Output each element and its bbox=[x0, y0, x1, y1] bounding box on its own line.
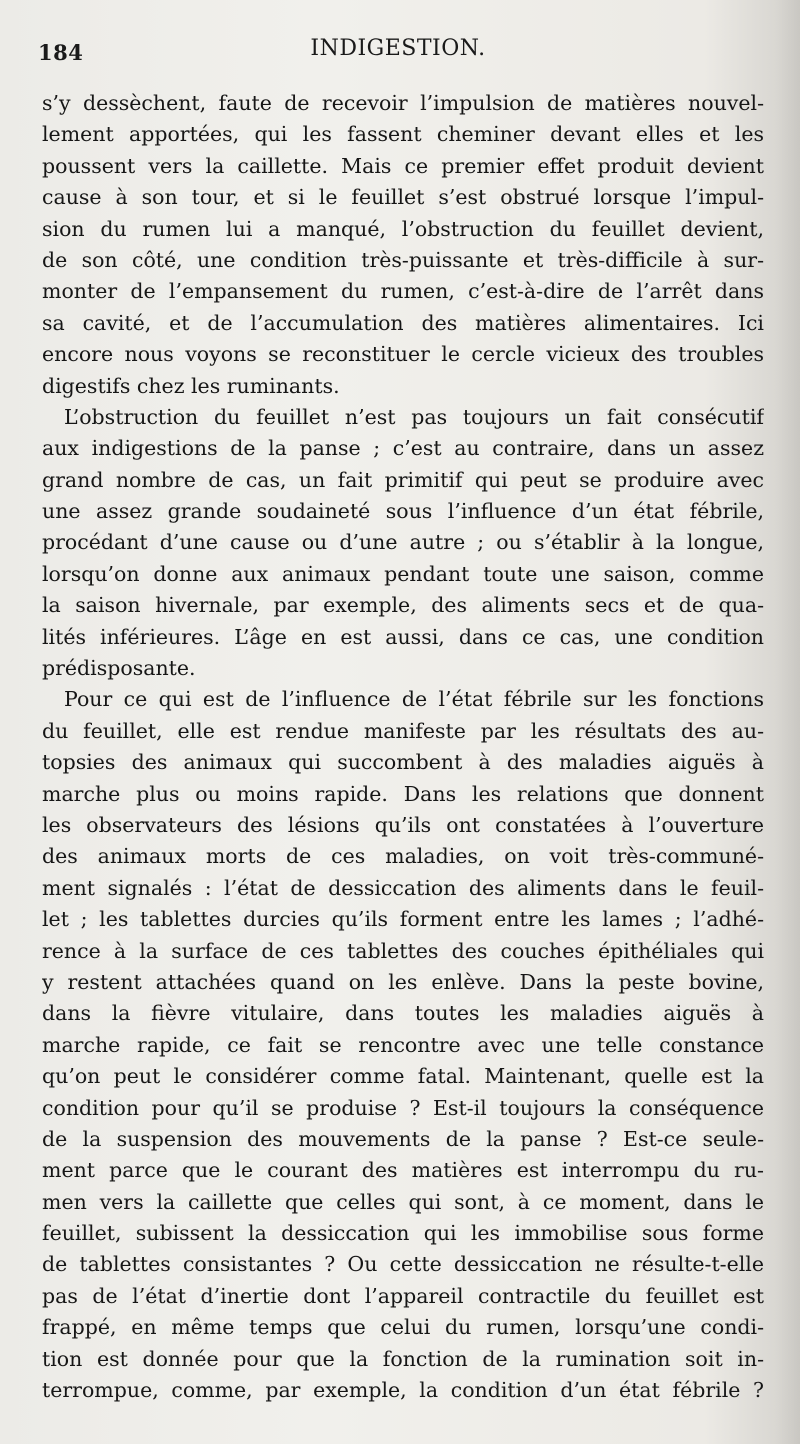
text-line: sa cavité, et de l’accumulation des matières alimentaires. Ici bbox=[42, 310, 764, 335]
text-line: de tablettes consistantes ? Ou cette dessiccation ne résulte-t-elle bbox=[42, 1252, 764, 1277]
text-line: lement apportées, qui les fassent cheminer devant elles et les bbox=[42, 122, 764, 147]
page-header bbox=[38, 34, 758, 66]
text-line: la saison hivernale, par exemple, des aliments secs et de qua- bbox=[42, 593, 764, 618]
page-number: 184 bbox=[38, 40, 84, 65]
text-line: y restent attachées quand on les enlève. Dans la peste bovine, bbox=[42, 969, 764, 994]
text-line: marche rapide, ce fait se rencontre avec une telle constance bbox=[42, 1032, 764, 1057]
body-text bbox=[42, 88, 764, 1406]
text-line: monter de l’empansement du rumen, c’est-à-dire de l’arrêt dans bbox=[42, 279, 764, 304]
text-line: les observateurs des lésions qu’ils ont constatées à l’ouverture bbox=[42, 812, 764, 837]
text-line: L’obstruction du feuillet n’est pas toujours un fait consécutif bbox=[64, 404, 764, 429]
text-line: une assez grande soudaineté sous l’influence d’un état fébrile, bbox=[42, 499, 764, 524]
text-line: men vers la caillette que celles qui sont, à ce moment, dans le bbox=[42, 1189, 764, 1214]
text-line: feuillet, subissent la dessiccation qui les immobilise sous forme bbox=[42, 1221, 764, 1246]
text-line: rence à la surface de ces tablettes des couches épithéliales qui bbox=[42, 938, 764, 963]
text-line: condition pour qu’il se produise ? Est-il toujours la conséquence bbox=[42, 1095, 764, 1120]
text-line: tion est donnée pour que la fonction de la rumination soit in- bbox=[42, 1346, 764, 1371]
text-line: poussent vers la caillette. Mais ce premier effet produit devient bbox=[42, 153, 764, 178]
text-line: de la suspension des mouvements de la panse ? Est-ce seule- bbox=[42, 1126, 764, 1151]
text-line: du feuillet, elle est rendue manifeste par les résultats des au- bbox=[42, 718, 764, 743]
text-line: encore nous voyons se reconstituer le cercle vicieux des troubles bbox=[42, 342, 764, 367]
text-line: cause à son tour, et si le feuillet s’est obstrué lorsque l’impul- bbox=[42, 185, 764, 210]
running-title: INDIGESTION. bbox=[310, 36, 486, 61]
text-line: procédant d’une cause ou d’une autre ; ou s’établir à la longue, bbox=[42, 530, 764, 555]
text-line: topsies des animaux qui succombent à des maladies aiguës à bbox=[42, 750, 764, 775]
text-line: dans la fièvre vitulaire, dans toutes les maladies aiguës à bbox=[42, 1001, 764, 1026]
text-line: digestifs chez les ruminants. bbox=[42, 373, 340, 398]
text-line: pas de l’état d’inertie dont l’appareil contractile du feuillet est bbox=[42, 1283, 764, 1308]
text-line: terrompue, comme, par exemple, la condition d’un état fébrile ? bbox=[42, 1378, 764, 1403]
text-line: frappé, en même temps que celui du rumen, lorsqu’une condi- bbox=[42, 1315, 764, 1340]
text-line: lorsqu’on donne aux animaux pendant toute une saison, comme bbox=[42, 561, 764, 586]
text-line: des animaux morts de ces maladies, on voit très-communé- bbox=[42, 844, 764, 869]
text-line: ment parce que le courant des matières est interrompu du ru- bbox=[42, 1158, 764, 1183]
text-line: grand nombre de cas, un fait primitif qui peut se produire avec bbox=[42, 467, 764, 492]
text-line: aux indigestions de la panse ; c’est au contraire, dans un assez bbox=[42, 436, 764, 461]
text-line: ment signalés : l’état de dessiccation des aliments dans le feuil- bbox=[42, 875, 764, 900]
text-line: prédisposante. bbox=[42, 656, 196, 681]
text-line: sion du rumen lui a manqué, l’obstruction du feuillet devient, bbox=[42, 216, 764, 241]
text-line: marche plus ou moins rapide. Dans les relations que donnent bbox=[42, 781, 764, 806]
text-line: qu’on peut le considérer comme fatal. Maintenant, quelle est la bbox=[42, 1064, 764, 1089]
text-line: let ; les tablettes durcies qu’ils forment entre les lames ; l’adhé- bbox=[42, 907, 764, 932]
text-line: s’y dessèchent, faute de recevoir l’impulsion de matières nouvel- bbox=[42, 91, 764, 115]
text-line: lités inférieures. L’âge en est aussi, dans ce cas, une condition bbox=[42, 624, 764, 649]
text-line: de son côté, une condition très-puissante et très-difficile à sur- bbox=[42, 247, 764, 272]
text-line: Pour ce qui est de l’influence de l’état fébrile sur les fonctions bbox=[64, 687, 764, 712]
